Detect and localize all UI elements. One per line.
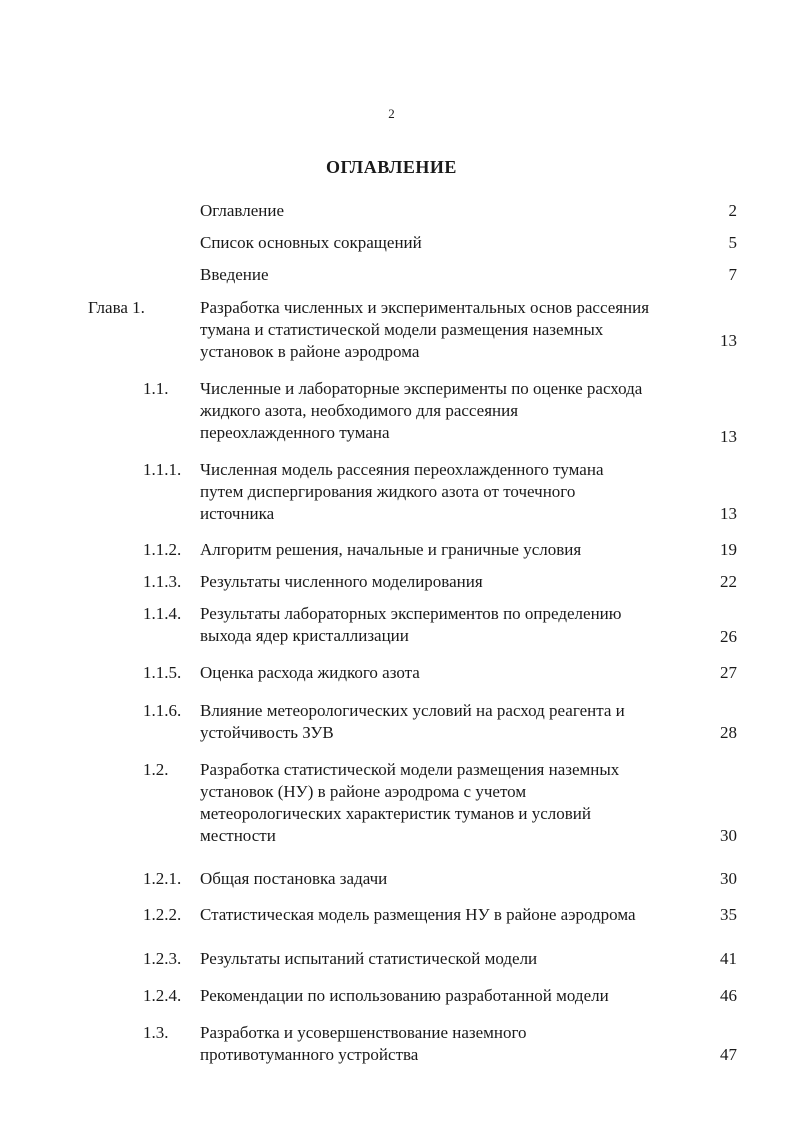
toc-entry-page: 41 [720,949,737,968]
toc-entry-title-line: Численные и лабораторные эксперименты по оценке расхода [200,379,643,398]
toc-entry-page: 47 [720,1045,737,1064]
toc-entry-title [200,378,642,444]
toc-entry-number: 1.1.5. [143,663,182,682]
toc-entry-number: 1.2.2. [143,905,182,924]
toc-entry-title [200,539,581,561]
toc-entry-title-line: Общая постановка задачи [200,869,388,888]
toc-entry-number: 1.2.3. [143,949,182,968]
toc-entry-title [200,232,422,254]
toc-entry-number: 1.1. [143,379,169,398]
toc-entry-page: 27 [720,663,737,682]
toc-entry-title [200,904,636,926]
toc-entry-title-line: источника [200,504,275,523]
toc-entry-title [200,662,420,684]
toc-entry-title [200,1022,527,1066]
toc-entry-number: 1.1.6. [143,701,182,720]
toc-entry-page: 22 [720,572,737,591]
toc-entry-title-line: Оценка расхода жидкого азота [200,663,420,682]
toc-entry-title [200,297,649,363]
toc-entry-title-line: Рекомендации по использованию разработанной модели [200,986,609,1005]
toc-entry-title-line: жидкого азота, необходимого для рассеяния [200,401,519,420]
toc-entry-title-line: Результаты испытаний статистической модели [200,949,538,968]
toc-entry-title-line: местности [200,826,276,845]
toc-entry-number: 1.2.1. [143,869,182,888]
toc-entry-number: 1.2.4. [143,986,182,1005]
toc-entry-title-line: Список основных сокращений [200,233,422,252]
toc-entry-title-line: Разработка и усовершенствование наземного [200,1023,527,1042]
toc-entry-title [200,948,537,970]
toc-entry-title [200,571,483,593]
toc-entry-title-line: противотуманного устройства [200,1045,419,1064]
toc-entry-title-line: Алгоритм решения, начальные и граничные условия [200,540,582,559]
toc-entry-number: 1.1.4. [143,604,182,623]
toc-entry-title-line: Оглавление [200,201,284,220]
toc-entry-title-line: Численная модель рассеяния переохлажденного тумана [200,460,604,479]
toc-entry-title-line: метеорологических характеристик туманов и условий [200,804,591,823]
toc-entry-page: 7 [728,265,737,284]
toc-entry-title-line: Результаты лабораторных экспериментов по определению [200,604,622,623]
toc-entry-page: 5 [728,233,737,252]
toc-entry-page: 28 [720,723,737,742]
toc-entry-number: 1.1.3. [143,572,182,591]
toc-entry-title-line: тумана и статистической модели размещения наземных [200,320,604,339]
toc-entry-number: 1.1.2. [143,540,182,559]
toc-entry-number: Глава 1. [88,298,145,317]
toc-entry-page: 26 [720,627,737,646]
toc-entry-title-line: установок (НУ) в районе аэродрома с учетом [200,782,527,801]
toc-entry-title-line: Статистическая модель размещения НУ в районе аэродрома [200,905,636,924]
toc-entry-title-line: Результаты численного моделирования [200,572,483,591]
toc-entry-page: 30 [720,826,737,845]
toc-entry-title-line: переохлажденного тумана [200,423,390,442]
toc-entry-page: 2 [728,201,737,220]
toc-entry-title [200,264,269,286]
toc-entry-page: 19 [720,540,737,559]
toc-entry-page: 13 [720,331,737,350]
toc-entry-title-line: Введение [200,265,269,284]
toc-entry-title-line: Разработка статистической модели размещения наземных [200,760,620,779]
toc-entry-title-line: путем диспергирования жидкого азота от точечного [200,482,576,501]
toc-entry-page: 46 [720,986,737,1005]
toc-entry-title [200,700,625,744]
toc-entry-page: 35 [720,905,737,924]
toc-entry-title-line: устойчивость ЗУВ [200,723,334,742]
toc-entry-title [200,200,284,222]
toc-entry-page: 13 [720,504,737,523]
page-title: ОГЛАВЛЕНИЕ [326,157,457,177]
toc-entry-number: 1.2. [143,760,169,779]
toc-entry-title [200,868,387,890]
toc-entry-number: 1.1.1. [143,460,182,479]
toc-entry-title [200,459,604,525]
toc-entry-title-line: Разработка численных и экспериментальных основ рассеяния [200,298,650,317]
page-number: 2 [388,106,395,121]
toc-entry-title-line: установок в районе аэродрома [200,342,420,361]
toc-entry-title [200,985,609,1007]
toc-entry-page: 13 [720,427,737,446]
toc-entry-number: 1.3. [143,1023,169,1042]
toc-entry-title-line: выхода ядер кристаллизации [200,626,409,645]
toc-entry-title [200,603,621,647]
toc-entry-title [200,759,619,847]
toc-entry-page: 30 [720,869,737,888]
toc-entry-title-line: Влияние метеорологических условий на расход реагента и [200,701,625,720]
